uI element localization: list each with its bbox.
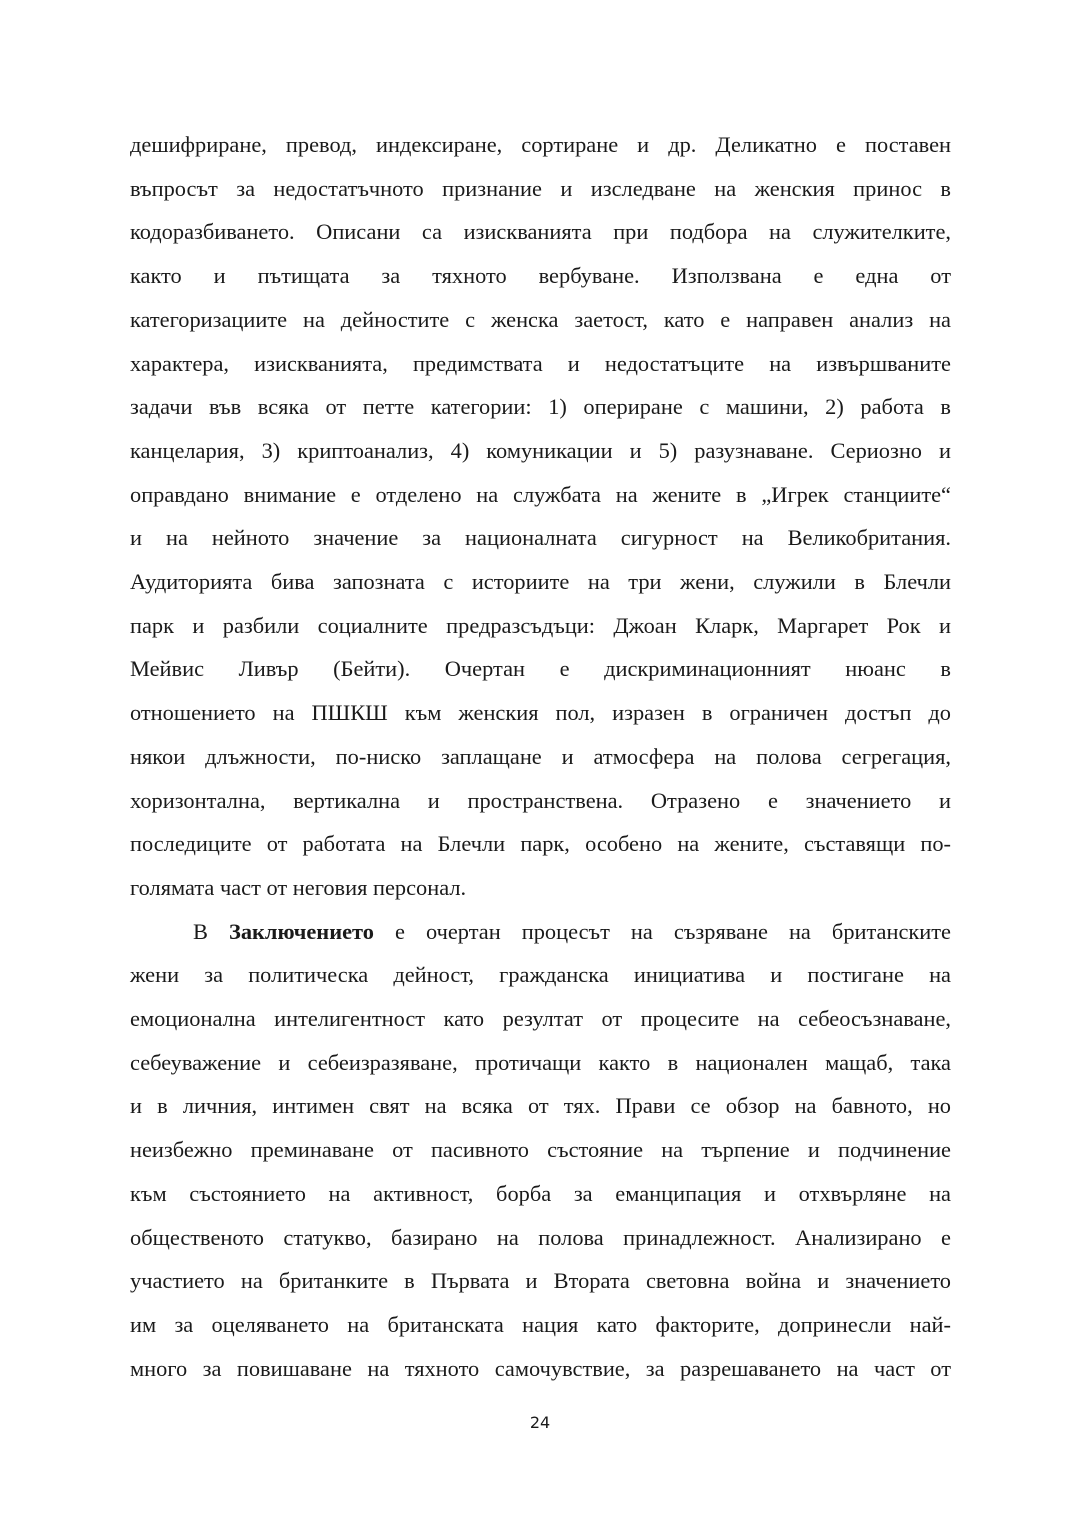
text-line: хоризонтална, вертикална и пространствена. Отразено е значението и [130, 787, 951, 813]
text-line: участието на британките в Първата и Втората световна война и значението [130, 1268, 951, 1294]
text-line: някои длъжности, по-ниско заплащане и атмосфера на полова сегрегация, [130, 743, 951, 769]
text-line: емоционална интелигентност като резултат от процесите на себеосъзнаване, [130, 1006, 951, 1032]
paragraph-conclusion [130, 910, 951, 1391]
text-line: въпросът за недостатъчното признание и изследване на женския принос в [130, 175, 951, 201]
text-line: канцелария, 3) криптоанализ, 4) комуникации и 5) разузнаване. Сериозно и [130, 437, 951, 463]
text-line: и на нейното значение за националната сигурност на Великобритания. [130, 525, 951, 551]
text-line: голямата част от неговия персонал. [130, 874, 467, 900]
text-line: парк и разбили социалните предразсъдъци: Джоан Кларк, Маргарет Рок и [130, 612, 951, 638]
text-line: кодоразбиването. Описани са изискванията при подбора на служителките, [130, 219, 951, 245]
text-line: себеуважение и себеизразяване, протичащи както в национален мащаб, така [130, 1049, 951, 1075]
page-number: 24 [529, 1413, 551, 1432]
text-line: последиците от работата на Блечли парк, особено на жените, съставящи по- [130, 831, 951, 857]
text-line: към състоянието на активност, борба за еманципация и отхвърляне на [130, 1180, 951, 1206]
paragraph-first-line: В Заключението е очертан процесът на съзряване на британските [193, 918, 951, 944]
text-line: Аудиторията бива запозната с историите на три жени, служили в Блечли [130, 569, 951, 595]
text-line: много за повишаване на тяхното самочувствие, за разрешаването на част от [130, 1355, 951, 1381]
text-line: характера, изискванията, предимствата и недостатъците на извършваните [130, 350, 951, 376]
text-line: оправдано внимание е отделено на службата на жените в „Игрек станциите“ [130, 481, 951, 507]
text-line: Мейвис Ливър (Бейти). Очертан е дискриминационният нюанс в [130, 656, 951, 682]
text-line: общественото статукво, базирано на полова принадлежност. Анализирано е [130, 1224, 951, 1250]
text-line: им за оцеляването на британската нация като факторите, допринесли най- [130, 1311, 951, 1337]
paragraph-continued [130, 123, 951, 910]
text-line: жени за политическа дейност, гражданска инициатива и постигане на [130, 962, 951, 988]
text-line: категоризациите на дейностите с женска заетост, като е направен анализ на [130, 306, 951, 332]
text-line: неизбежно преминаване от пасивното състояние на търпение и подчинение [130, 1137, 951, 1163]
text-line: дешифриране, превод, индексиране, сортиране и др. Деликатно е поставен [130, 132, 951, 157]
text-line: и в личния, интимен свят на всяка от тях. Прави се обзор на бавното, но [130, 1093, 951, 1119]
conclusion-term: Заключението [229, 918, 374, 944]
text-line: отношението на ПШКШ към женския пол, изразен в ограничен достъп до [130, 700, 951, 726]
text-line: задачи във всяка от петте категории: 1) опериране с машини, 2) работа в [130, 394, 951, 420]
text-line: както и пътищата за тяхното вербуване. Използвана е една от [130, 263, 951, 289]
body-text [130, 123, 951, 1390]
